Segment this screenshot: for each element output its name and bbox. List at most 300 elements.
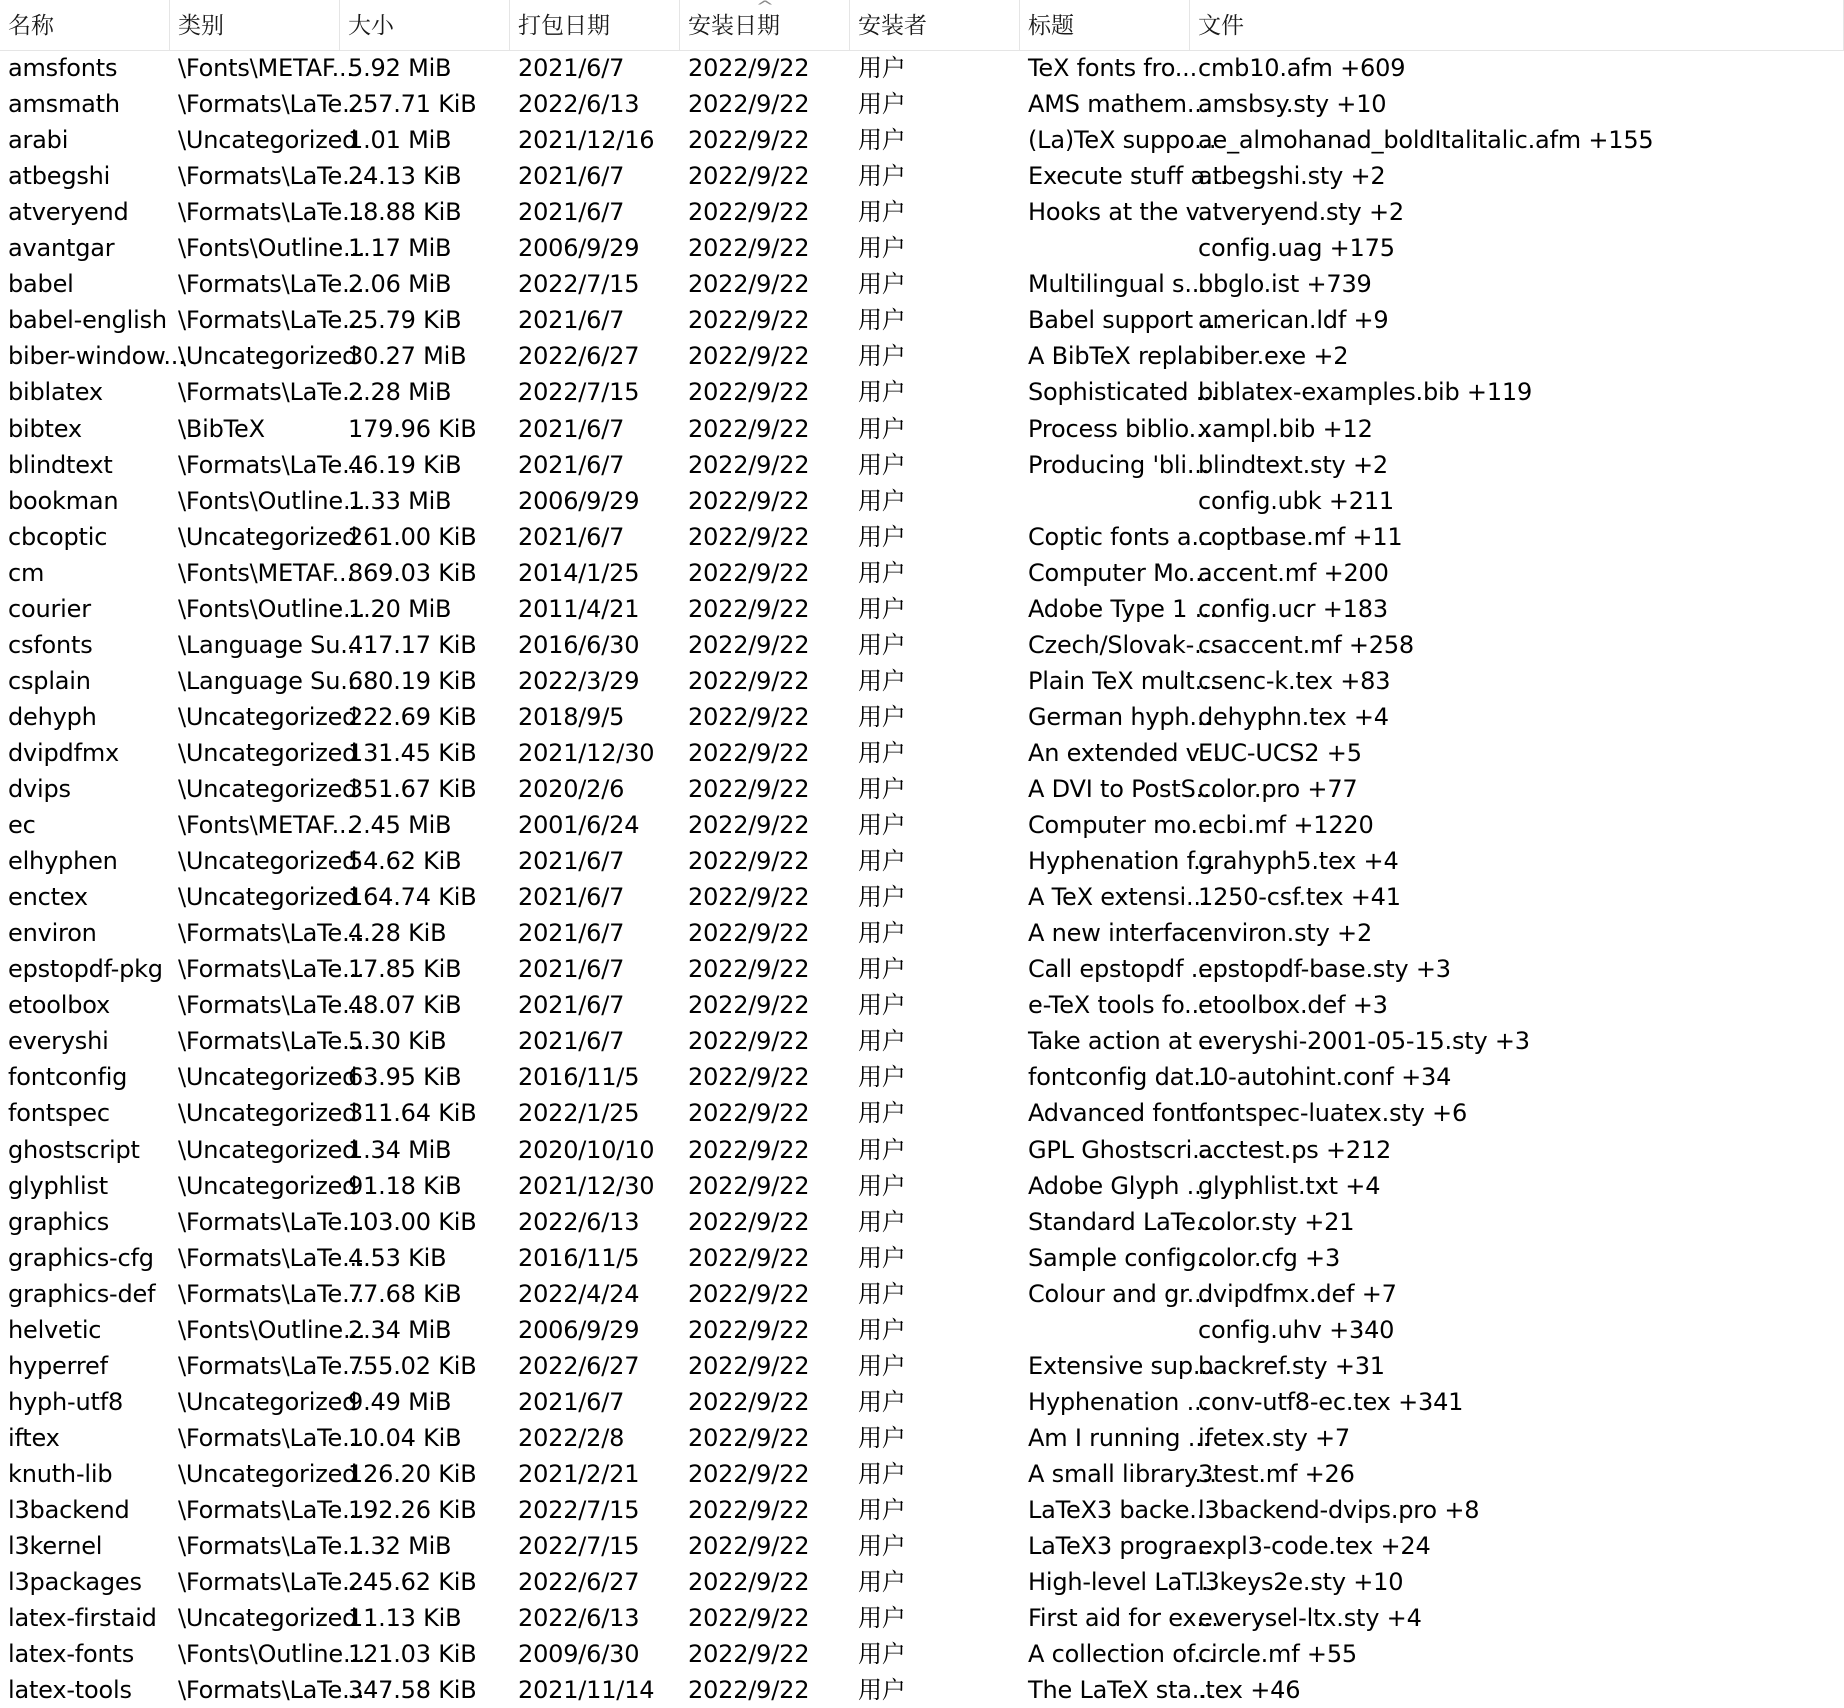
cell-category: \Formats\LaTe... — [178, 306, 365, 335]
column-header-installer[interactable] — [850, 0, 1020, 50]
cell-category: \Uncategorized — [178, 342, 358, 371]
cell-installer: 用户 — [858, 883, 906, 912]
cell-name: everyshi — [8, 1027, 109, 1056]
cell-packed: 2022/6/13 — [518, 1207, 640, 1236]
column-header-name[interactable] — [0, 0, 170, 50]
cell-name: dvips — [8, 775, 71, 803]
cell-title: Adobe Glyph ... — [1028, 1171, 1209, 1200]
cell-installer: 用户 — [858, 1207, 906, 1236]
cell-packed: 2022/7/15 — [518, 270, 640, 299]
cell-size: 1.01 MiB — [348, 126, 452, 155]
cell-files: l3backend-dvips.pro +8 — [1198, 1496, 1480, 1524]
cell-installer: 用户 — [858, 1640, 906, 1669]
table-row[interactable] — [0, 807, 1844, 843]
table-row[interactable] — [0, 1384, 1844, 1420]
cell-installed: 2022/9/22 — [688, 1568, 810, 1597]
column-header-row — [0, 0, 1844, 51]
cell-installer: 用户 — [858, 126, 906, 155]
cell-size: 11.13 KiB — [348, 1604, 462, 1633]
cell-packed: 2021/6/7 — [518, 847, 625, 876]
cell-name: glyphlist — [8, 1171, 109, 1200]
column-header-files[interactable] — [1190, 0, 1844, 50]
cell-name: iftex — [8, 1423, 60, 1452]
cell-files: environ.sty +2 — [1198, 919, 1373, 948]
cell-packed: 2021/6/7 — [518, 450, 625, 479]
table-row[interactable] — [0, 483, 1844, 519]
cell-files: circle.mf +55 — [1198, 1640, 1357, 1669]
cell-files: atveryend.sty +2 — [1198, 198, 1404, 227]
cell-installed: 2022/9/22 — [688, 1279, 810, 1308]
cell-files: EUC-UCS2 +5 — [1198, 738, 1362, 767]
cell-category: \Formats\LaTe... — [178, 198, 365, 227]
cell-packed: 2022/6/13 — [518, 1604, 640, 1633]
table-row[interactable] — [0, 987, 1844, 1023]
cell-files: color.pro +77 — [1198, 775, 1358, 803]
cell-title: (La)TeX suppo... — [1028, 126, 1217, 155]
cell-title: Czech/Slovak-... — [1028, 630, 1217, 659]
cell-size: 164.74 KiB — [348, 883, 477, 912]
column-header-size[interactable] — [340, 0, 510, 50]
cell-installed: 2022/9/22 — [688, 1496, 810, 1524]
table-row[interactable] — [0, 1348, 1844, 1384]
cell-category: \Fonts\METAF... — [178, 811, 354, 840]
cell-title: Execute stuff a... — [1028, 162, 1228, 191]
column-header-title[interactable] — [1020, 0, 1190, 50]
table-row[interactable] — [0, 1672, 1844, 1708]
cell-name: atbegshi — [8, 162, 111, 191]
cell-installer: 用户 — [858, 1027, 906, 1056]
cell-name: babel-english — [8, 306, 167, 335]
table-row[interactable] — [0, 591, 1844, 627]
cell-name: graphics — [8, 1207, 110, 1236]
cell-name: biblatex — [8, 378, 103, 407]
cell-title: An extended v... — [1028, 738, 1221, 767]
cell-name: avantgar — [8, 234, 115, 263]
cell-packed: 2014/1/25 — [518, 558, 640, 587]
cell-installer: 用户 — [858, 1315, 906, 1344]
table-row[interactable] — [0, 1312, 1844, 1348]
cell-title: First aid for ex... — [1028, 1604, 1219, 1633]
cell-packed: 2006/9/29 — [518, 234, 640, 263]
table-row[interactable] — [0, 1528, 1844, 1564]
cell-name: l3backend — [8, 1496, 130, 1524]
cell-title: Producing 'bli... — [1028, 450, 1210, 479]
cell-category: \Uncategorized — [178, 126, 358, 155]
cell-files: coptbase.mf +11 — [1198, 522, 1403, 551]
cell-title: Colour and gr... — [1028, 1279, 1209, 1308]
cell-files: config.ucr +183 — [1198, 594, 1388, 623]
cell-category: \Fonts\Outline... — [178, 594, 366, 623]
cell-category: \Formats\LaTe... — [178, 162, 365, 191]
cell-files: grahyph5.tex +4 — [1198, 847, 1399, 876]
table-row[interactable] — [0, 447, 1844, 483]
column-header-label: 大小 — [348, 13, 394, 39]
cell-title: A small library... — [1028, 1459, 1217, 1488]
cell-files: config.ubk +211 — [1198, 486, 1394, 515]
cell-installed: 2022/9/22 — [688, 1207, 810, 1236]
cell-installed: 2022/9/22 — [688, 342, 810, 371]
cell-installed: 2022/9/22 — [688, 162, 810, 191]
cell-files: ifetex.sty +7 — [1198, 1423, 1350, 1452]
table-row[interactable] — [0, 1059, 1844, 1095]
cell-installed: 2022/9/22 — [688, 630, 810, 659]
cell-size: 5.92 MiB — [348, 54, 452, 82]
table-row[interactable] — [0, 699, 1844, 735]
cell-name: elhyphen — [8, 847, 118, 876]
table-row[interactable] — [0, 1168, 1844, 1204]
cell-packed: 2021/6/7 — [518, 522, 625, 551]
cell-installed: 2022/9/22 — [688, 486, 810, 515]
cell-size: 30.27 MiB — [348, 342, 467, 371]
cell-installer: 用户 — [858, 306, 906, 335]
cell-installed: 2022/9/22 — [688, 1171, 810, 1200]
table-row[interactable] — [0, 302, 1844, 338]
cell-packed: 2022/7/15 — [518, 378, 640, 407]
cell-files: acctest.ps +212 — [1198, 1135, 1392, 1164]
table-row[interactable] — [0, 843, 1844, 879]
table-row[interactable] — [0, 1240, 1844, 1276]
cell-title: fontconfig dat... — [1028, 1063, 1216, 1092]
cell-packed: 2021/12/30 — [518, 1171, 655, 1200]
cell-installer: 用户 — [858, 991, 906, 1020]
cell-packed: 2021/6/7 — [518, 1027, 625, 1056]
cell-title: A BibTeX repla... — [1028, 342, 1221, 371]
table-row[interactable] — [0, 1492, 1844, 1528]
cell-title: Hooks at the v... — [1028, 198, 1221, 227]
cell-name: cbcoptic — [8, 522, 108, 551]
cell-packed: 2018/9/5 — [518, 702, 625, 731]
cell-installed: 2022/9/22 — [688, 1099, 810, 1128]
cell-category: \Formats\LaTe... — [178, 1568, 365, 1597]
cell-size: 179.96 KiB — [348, 414, 477, 443]
table-row[interactable] — [0, 1023, 1844, 1059]
cell-name: babel — [8, 270, 74, 299]
cell-installed: 2022/9/22 — [688, 414, 810, 443]
cell-files: csenc-k.tex +83 — [1198, 666, 1391, 695]
table-row[interactable] — [0, 1095, 1844, 1131]
cell-category: \Formats\LaTe... — [178, 1027, 365, 1056]
table-row[interactable] — [0, 1420, 1844, 1456]
cell-files: expl3-code.tex +24 — [1198, 1532, 1431, 1561]
cell-name: blindtext — [8, 450, 113, 479]
cell-files: atbegshi.sty +2 — [1198, 162, 1386, 191]
cell-category: \Formats\LaTe... — [178, 1423, 365, 1452]
cell-packed: 2022/7/15 — [518, 1532, 640, 1561]
cell-size: 1.34 MiB — [348, 1135, 452, 1164]
cell-packed: 2001/6/24 — [518, 811, 640, 840]
table-row[interactable] — [0, 1600, 1844, 1636]
cell-title: Babel support ... — [1028, 306, 1223, 335]
cell-packed: 2016/11/5 — [518, 1243, 640, 1272]
cell-packed: 2021/6/7 — [518, 306, 625, 335]
cell-name: atveryend — [8, 198, 129, 227]
cell-name: csfonts — [8, 630, 93, 659]
cell-installed: 2022/9/22 — [688, 991, 810, 1020]
cell-category: \Uncategorized — [178, 1387, 358, 1416]
cell-name: dehyph — [8, 702, 97, 731]
column-header-label: 名称 — [8, 13, 54, 39]
cell-name: graphics-cfg — [8, 1243, 154, 1272]
cell-category: \Fonts\Outline... — [178, 234, 366, 263]
cell-size: 680.19 KiB — [348, 666, 477, 695]
cell-name: etoolbox — [8, 991, 110, 1020]
cell-installer: 用户 — [858, 1063, 906, 1092]
cell-files: xampl.bib +12 — [1198, 414, 1373, 443]
cell-packed: 2021/6/7 — [518, 198, 625, 227]
cell-files: ae_almohanad_boldItalitalic.afm +155 — [1198, 126, 1654, 155]
cell-installed: 2022/9/22 — [688, 955, 810, 984]
cell-category: \Uncategorized — [178, 775, 358, 803]
cell-name: epstopdf-pkg — [8, 955, 163, 984]
cell-title: Hyphenation f... — [1028, 847, 1216, 876]
cell-size: 25.79 KiB — [348, 306, 462, 335]
table-row[interactable] — [0, 1564, 1844, 1600]
cell-packed: 2006/9/29 — [518, 486, 640, 515]
cell-installed: 2022/9/22 — [688, 666, 810, 695]
cell-category: \Formats\LaTe... — [178, 270, 365, 299]
cell-installed: 2022/9/22 — [688, 306, 810, 335]
cell-name: graphics-def — [8, 1279, 156, 1308]
cell-installed: 2022/9/22 — [688, 1135, 810, 1164]
cell-packed: 2021/6/7 — [518, 991, 625, 1020]
table-row[interactable] — [0, 86, 1844, 122]
table-row[interactable] — [0, 411, 1844, 447]
cell-installed: 2022/9/22 — [688, 90, 810, 119]
cell-size: 1.32 MiB — [348, 1532, 452, 1561]
table-row[interactable] — [0, 374, 1844, 410]
cell-installed: 2022/9/22 — [688, 811, 810, 840]
cell-packed: 2006/9/29 — [518, 1315, 640, 1344]
cell-size: 192.26 KiB — [348, 1496, 477, 1524]
cell-category: \Uncategorized — [178, 1604, 358, 1633]
cell-category: \Fonts\METAF... — [178, 558, 354, 587]
cell-installer: 用户 — [858, 1279, 906, 1308]
cell-title: Coptic fonts a... — [1028, 522, 1214, 551]
table-row[interactable] — [0, 951, 1844, 987]
cell-category: \Uncategorized — [178, 522, 358, 551]
cell-files: dvipdfmx.def +7 — [1198, 1279, 1397, 1308]
cell-name: latex-firstaid — [8, 1604, 157, 1633]
cell-installed: 2022/9/22 — [688, 775, 810, 803]
table-row[interactable] — [0, 627, 1844, 663]
cell-installed: 2022/9/22 — [688, 1604, 810, 1633]
table-row[interactable] — [0, 122, 1844, 158]
cell-files: accent.mf +200 — [1198, 558, 1389, 587]
cell-title: German hyph... — [1028, 702, 1212, 731]
cell-name: arabi — [8, 126, 69, 155]
cell-category: \Language Su... — [178, 630, 363, 659]
cell-title: Call epstopdf ... — [1028, 955, 1214, 984]
cell-files: conv-utf8-ec.tex +341 — [1198, 1387, 1464, 1416]
cell-name: fontconfig — [8, 1063, 128, 1092]
cell-installer: 用户 — [858, 955, 906, 984]
cell-files: cmb10.afm +609 — [1198, 54, 1406, 82]
cell-files: 3test.mf +26 — [1198, 1459, 1355, 1488]
cell-files: american.ldf +9 — [1198, 306, 1389, 335]
table-row[interactable] — [0, 1132, 1844, 1168]
cell-size: 261.00 KiB — [348, 522, 477, 551]
cell-size: 126.20 KiB — [348, 1459, 477, 1488]
cell-title: Advanced font... — [1028, 1099, 1222, 1128]
cell-files: l3keys2e.sty +10 — [1198, 1568, 1404, 1597]
cell-category: \Formats\LaTe... — [178, 919, 365, 948]
cell-packed: 2021/6/7 — [518, 955, 625, 984]
cell-installer: 用户 — [858, 1423, 906, 1452]
cell-name: bibtex — [8, 414, 82, 443]
cell-title: AMS mathem... — [1028, 90, 1210, 119]
cell-title: A collection of... — [1028, 1640, 1216, 1669]
cell-size: 91.18 KiB — [348, 1171, 462, 1200]
cell-name: ec — [8, 811, 36, 840]
cell-category: \Uncategorized — [178, 1459, 358, 1488]
cell-files: csaccent.mf +258 — [1198, 630, 1414, 659]
table-row[interactable] — [0, 266, 1844, 302]
cell-packed: 2021/6/7 — [518, 1387, 625, 1416]
cell-size: 1.33 MiB — [348, 486, 452, 515]
cell-title: Multilingual s... — [1028, 270, 1207, 299]
cell-category: \Formats\LaTe... — [178, 1279, 365, 1308]
cell-category: \BibTeX — [178, 414, 265, 443]
sort-ascending-icon: ^ — [755, 0, 774, 15]
table-row[interactable] — [0, 555, 1844, 591]
cell-files: config.uhv +340 — [1198, 1315, 1395, 1344]
cell-title: Am I running ... — [1028, 1423, 1211, 1452]
cell-name: biber-window... — [8, 342, 186, 371]
cell-installer: 用户 — [858, 558, 906, 587]
cell-installed: 2022/9/22 — [688, 1027, 810, 1056]
table-row[interactable] — [0, 1636, 1844, 1672]
cell-packed: 2022/6/27 — [518, 1568, 640, 1597]
cell-files: blindtext.sty +2 — [1198, 450, 1388, 479]
cell-installer: 用户 — [858, 666, 906, 695]
table-row[interactable] — [0, 519, 1844, 555]
cell-category: \Language Su... — [178, 666, 363, 695]
cell-title: e-TeX tools fo... — [1028, 991, 1207, 1020]
cell-packed: 2021/2/21 — [518, 1459, 640, 1488]
cell-installed: 2022/9/22 — [688, 1640, 810, 1669]
cell-packed: 2020/2/6 — [518, 775, 625, 803]
cell-size: 77.68 KiB — [348, 1279, 462, 1308]
column-header-packed[interactable] — [510, 0, 680, 50]
cell-category: \Uncategorized — [178, 1135, 358, 1164]
cell-category: \Fonts\Outline... — [178, 1315, 366, 1344]
cell-title: A DVI to PostS... — [1028, 775, 1218, 803]
table-row[interactable] — [0, 1204, 1844, 1240]
cell-title: Computer mo... — [1028, 811, 1213, 840]
table-row[interactable] — [0, 1456, 1844, 1492]
table-row[interactable] — [0, 915, 1844, 951]
cell-files: biber.exe +2 — [1198, 342, 1349, 371]
cell-size: 755.02 KiB — [348, 1351, 477, 1380]
cell-installer: 用户 — [858, 54, 906, 82]
cell-packed: 2021/11/14 — [518, 1676, 655, 1705]
cell-title: Sample config... — [1028, 1243, 1219, 1272]
cell-installed: 2022/9/22 — [688, 1243, 810, 1272]
cell-size: 347.58 KiB — [348, 1676, 477, 1705]
cell-files: biblatex-examples.bib +119 — [1198, 378, 1533, 407]
cell-name: cm — [8, 558, 45, 587]
column-header-label: 打包日期 — [518, 13, 610, 39]
cell-installed: 2022/9/22 — [688, 1532, 810, 1561]
table-row[interactable] — [0, 230, 1844, 266]
cell-files: everyshi-2001-05-15.sty +3 — [1198, 1027, 1530, 1056]
cell-category: \Formats\LaTe... — [178, 1676, 365, 1705]
table-row[interactable] — [0, 735, 1844, 771]
cell-installed: 2022/9/22 — [688, 378, 810, 407]
cell-installer: 用户 — [858, 90, 906, 119]
table-row[interactable] — [0, 663, 1844, 699]
cell-name: amsfonts — [8, 54, 118, 82]
cell-title: Plain TeX mult... — [1028, 666, 1217, 695]
cell-category: \Uncategorized — [178, 1063, 358, 1092]
cell-installed: 2022/9/22 — [688, 1423, 810, 1452]
cell-title — [1020, 483, 1190, 519]
cell-size: 2.28 MiB — [348, 378, 452, 407]
cell-size: 4.53 KiB — [348, 1243, 447, 1272]
cell-size: 869.03 KiB — [348, 558, 477, 587]
cell-name: courier — [8, 594, 91, 623]
cell-packed: 2021/6/7 — [518, 883, 625, 912]
table-row[interactable] — [0, 158, 1844, 194]
cell-files: bbglo.ist +739 — [1198, 270, 1372, 299]
cell-packed: 2009/6/30 — [518, 1640, 640, 1669]
table-row[interactable] — [0, 50, 1844, 86]
table-row[interactable] — [0, 1276, 1844, 1312]
cell-installer: 用户 — [858, 594, 906, 623]
cell-title: Take action at ... — [1028, 1027, 1222, 1056]
cell-name: amsmath — [8, 90, 120, 119]
cell-installer: 用户 — [858, 450, 906, 479]
cell-installed: 2022/9/22 — [688, 270, 810, 299]
column-header-installed[interactable] — [680, 0, 850, 50]
column-header-label: 标题 — [1028, 13, 1074, 39]
cell-installed: 2022/9/22 — [688, 234, 810, 263]
cell-name: ghostscript — [8, 1135, 140, 1164]
cell-title: High-level LaT... — [1028, 1568, 1216, 1597]
cell-packed: 2022/2/8 — [518, 1423, 625, 1452]
cell-files: glyphlist.txt +4 — [1198, 1171, 1381, 1200]
cell-packed: 2022/6/13 — [518, 90, 640, 119]
cell-installer: 用户 — [858, 1604, 906, 1633]
cell-category: \Formats\LaTe... — [178, 90, 365, 119]
cell-name: enctex — [8, 883, 88, 912]
cell-name: dvipdfmx — [8, 738, 120, 767]
cell-installer: 用户 — [858, 378, 906, 407]
cell-category: \Formats\LaTe... — [178, 991, 365, 1020]
cell-files: amsbsy.sty +10 — [1198, 90, 1387, 119]
cell-title: The LaTeX sta... — [1028, 1676, 1215, 1705]
cell-packed: 2021/6/7 — [518, 54, 625, 82]
cell-installer: 用户 — [858, 486, 906, 515]
cell-category: \Uncategorized — [178, 847, 358, 876]
cell-installer: 用户 — [858, 1459, 906, 1488]
table-row[interactable] — [0, 771, 1844, 807]
cell-installed: 2022/9/22 — [688, 1315, 810, 1344]
cell-size: 10.04 KiB — [348, 1423, 462, 1452]
cell-files: fontspec-luatex.sty +6 — [1198, 1099, 1468, 1128]
cell-size: 2.34 MiB — [348, 1315, 452, 1344]
column-header-category[interactable] — [170, 0, 340, 50]
cell-files: ecbi.mf +1220 — [1198, 811, 1374, 840]
cell-packed: 2016/6/30 — [518, 630, 640, 659]
table-row[interactable] — [0, 879, 1844, 915]
table-row[interactable] — [0, 338, 1844, 374]
cell-packed: 2011/4/21 — [518, 594, 640, 623]
table-row[interactable] — [0, 194, 1844, 230]
cell-size: 9.49 MiB — [348, 1387, 452, 1416]
cell-installed: 2022/9/22 — [688, 126, 810, 155]
cell-installer: 用户 — [858, 1135, 906, 1164]
